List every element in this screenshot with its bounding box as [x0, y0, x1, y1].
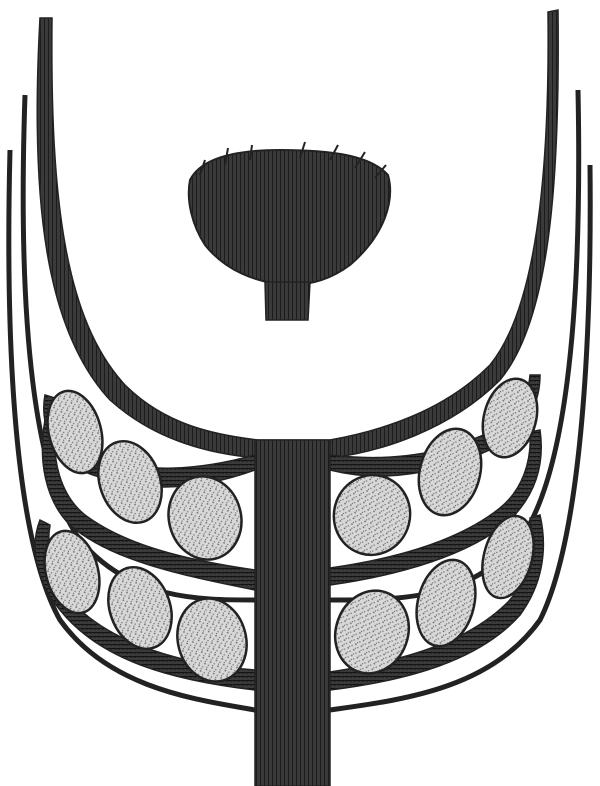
- central-stalk: [255, 440, 330, 786]
- sporangium: [325, 467, 419, 564]
- small-cap-detail: [189, 142, 390, 320]
